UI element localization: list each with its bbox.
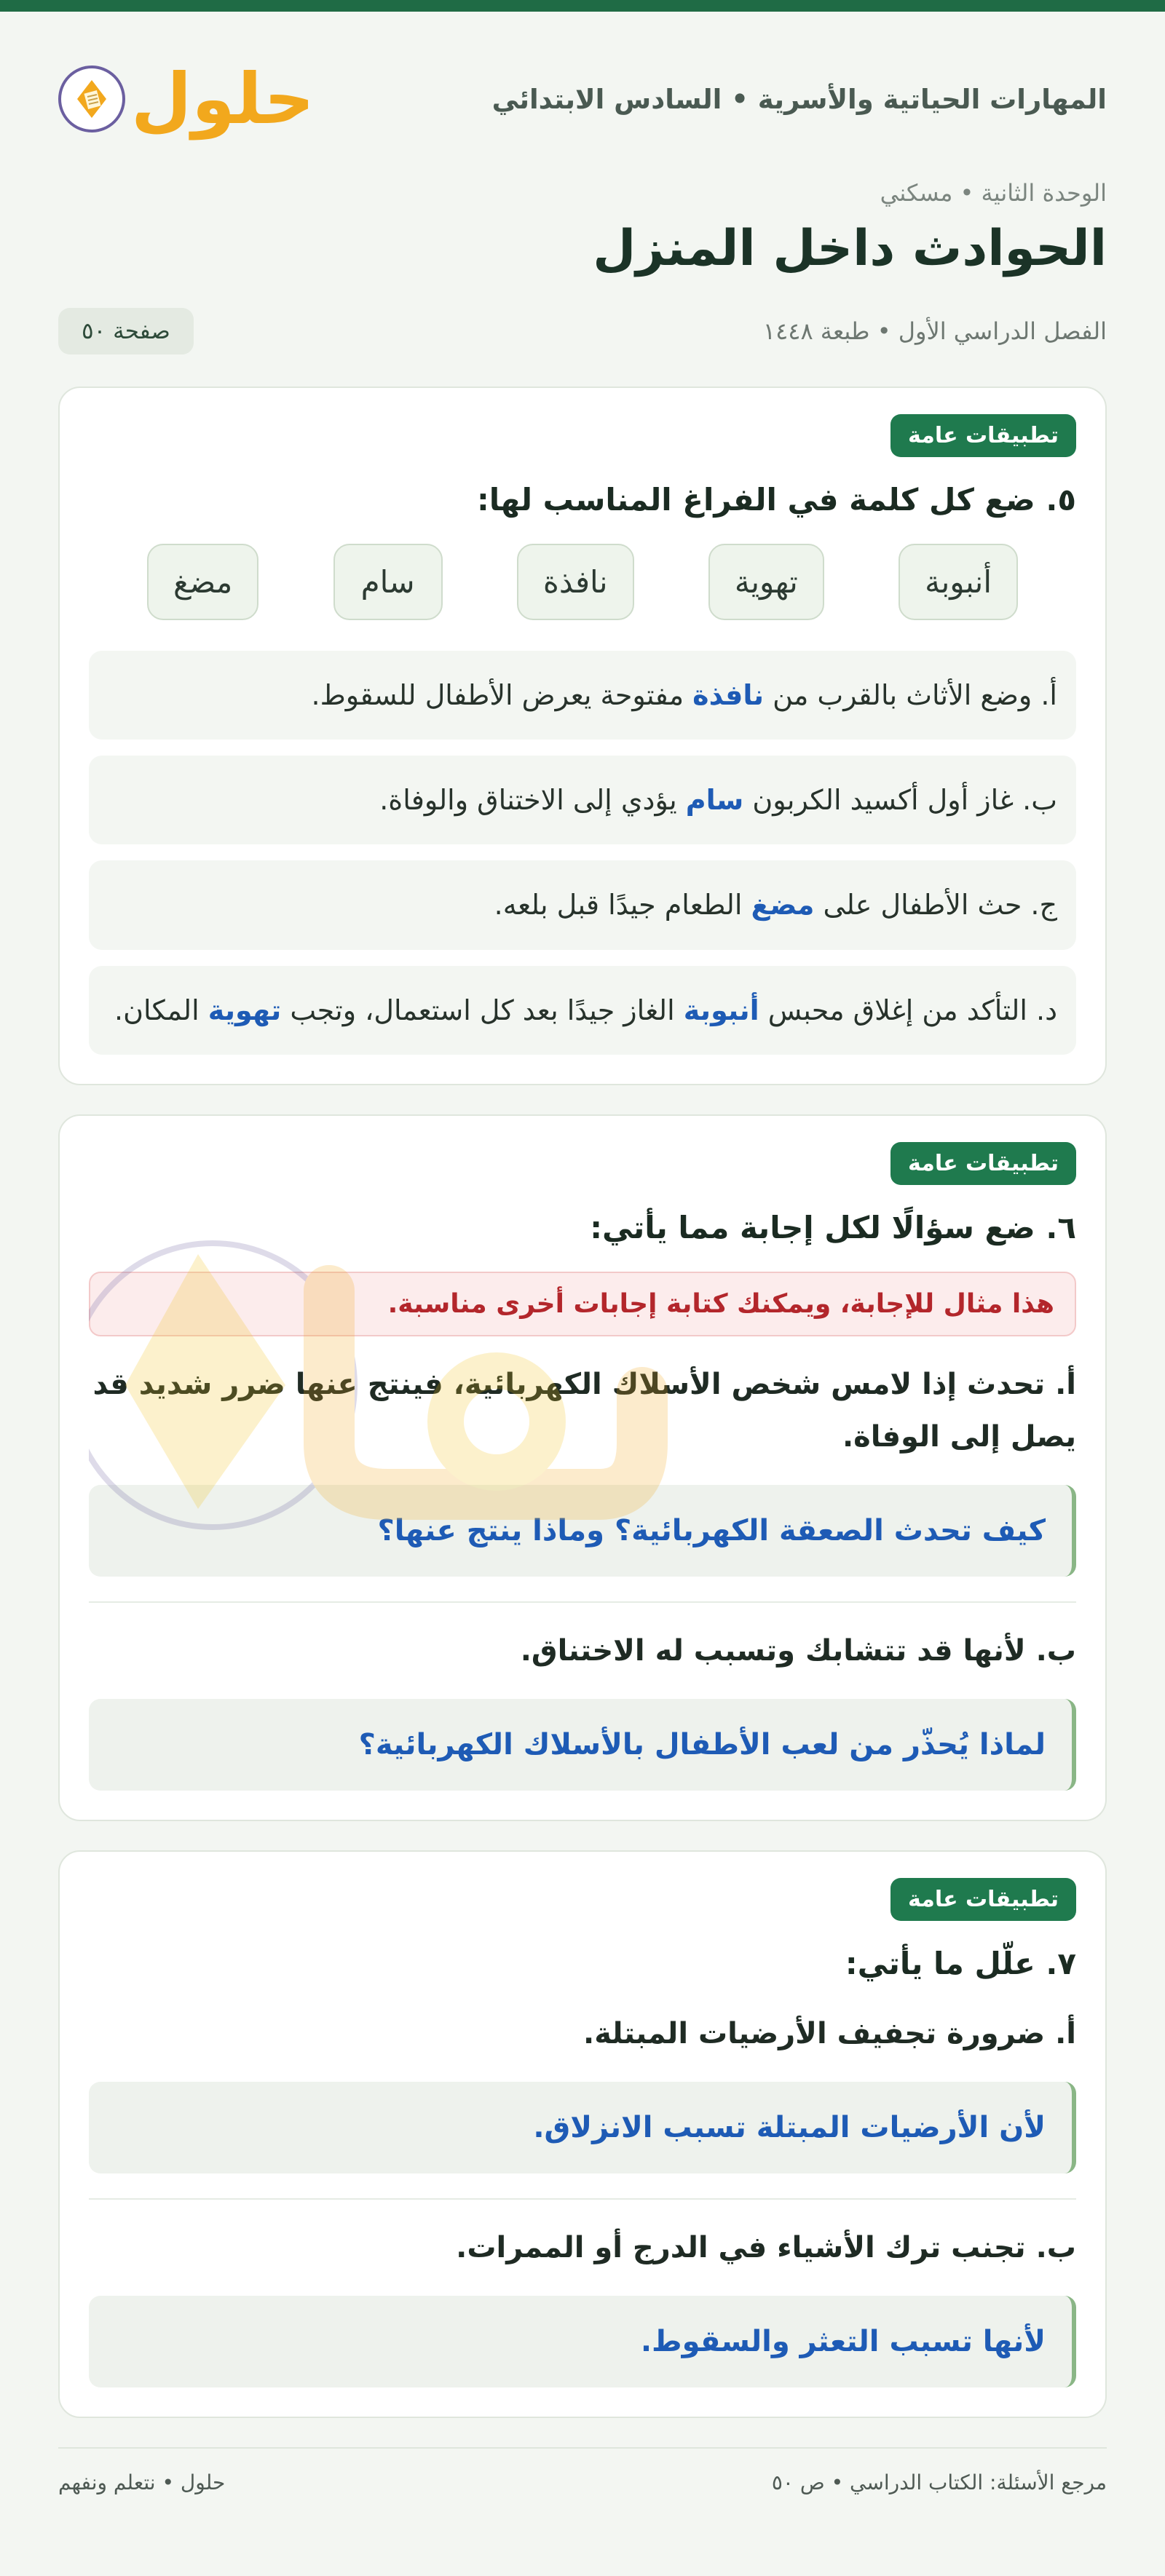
fill-item — [89, 966, 1076, 1055]
answer-word: نافذة — [692, 678, 764, 711]
sentence-text: ب. غاز أول أكسيد الكربون — [743, 784, 1057, 817]
answer-box: كيف تحدث الصعقة الكهربائية؟ وماذا ينتج عنها؟ — [89, 1485, 1076, 1577]
sentence-text: الغاز جيدًا بعد كل استعمال، وتجب — [281, 994, 684, 1026]
divider — [89, 2198, 1076, 2200]
word-chip: أنبوبة — [899, 544, 1018, 620]
semester-label: الفصل الدراسي الأول • طبعة ١٤٤٨ — [762, 317, 1107, 345]
sub-question: ب. لأنها قد تتشابك وتسبب له الاختناق. — [520, 1633, 1076, 1668]
sentence-text: أ. وضع الأثاث بالقرب من — [763, 678, 1057, 711]
answer-box: لأن الأرضيات المبتلة تسبب الانزلاق. — [89, 2082, 1076, 2173]
unit-label: الوحدة الثانية • مسكني — [880, 179, 1107, 207]
fill-item — [89, 860, 1076, 949]
answer-box: لأنها تسبب التعثر والسقوط. — [89, 2296, 1076, 2387]
word-bank — [89, 522, 1076, 635]
top-accent-bar — [0, 0, 1165, 12]
answer-word: سام — [685, 784, 744, 817]
question-7-card — [58, 1850, 1107, 2418]
category-badge: تطبيقات عامة — [890, 1878, 1076, 1921]
sub-question: أ. تحدث إذا لامس شخص الأسلاك الكهربائية، فينتج عنها ضرر شديد قد يصل إلى الوفاة. — [92, 1367, 1076, 1454]
fill-item — [89, 756, 1076, 844]
answer-box: لماذا يُحذّر من لعب الأطفال بالأسلاك الكهربائية؟ — [89, 1699, 1076, 1791]
divider — [89, 1601, 1076, 1603]
sentence-text: المكان. — [114, 994, 208, 1026]
sentence-text: ج. حث الأطفال على — [814, 889, 1057, 922]
question-title: ٧. علّل ما يأتي: — [845, 1945, 1076, 1981]
answer-word: مضغ — [751, 889, 815, 922]
word-chip: نافذة — [517, 544, 634, 620]
sub-question: ب. تجنب ترك الأشياء في الدرج أو الممرات. — [456, 2230, 1076, 2264]
word-chip: تهوية — [708, 544, 824, 620]
question-5-card — [58, 387, 1107, 1085]
word-chip: سام — [333, 544, 443, 620]
sentence-text: يؤدي إلى الاختناق والوفاة. — [379, 784, 686, 817]
sentence-text: مفتوحة يعرض الأطفال للسقوط. — [311, 678, 693, 711]
question-title: ٥. ضع كل كلمة في الفراغ المناسب لها: — [476, 482, 1076, 518]
logo — [58, 58, 315, 140]
logo-text: حلول — [131, 58, 315, 140]
footer — [58, 2447, 1107, 2494]
footer-reference: مرجع الأسئلة: الكتاب الدراسي • ص ٥٠ — [771, 2470, 1107, 2494]
header — [58, 12, 1107, 179]
answer-word: أنبوبة — [683, 994, 759, 1026]
sub-question: أ. ضرورة تجفيف الأرضيات المبتلة. — [583, 2016, 1076, 2050]
footer-brand: حلول • نتعلم ونفهم — [58, 2470, 226, 2494]
answer-word: تهوية — [208, 994, 282, 1026]
subject-title: المهارات الحياتية والأسرية • السادس الابتدائي — [491, 83, 1107, 115]
fill-item — [89, 651, 1076, 740]
sentence-text: الطعام جيدًا قبل بلعه. — [494, 889, 751, 922]
word-chip: مضغ — [147, 544, 258, 620]
lesson-title: الحوادث داخل المنزل — [593, 220, 1107, 277]
question-title: ٦. ضع سؤالًا لكل إجابة مما يأتي: — [590, 1209, 1076, 1245]
category-badge: تطبيقات عامة — [890, 1142, 1076, 1185]
page — [0, 12, 1165, 2494]
book-icon — [58, 66, 125, 132]
category-badge: تطبيقات عامة — [890, 414, 1076, 457]
example-note: هذا مثال للإجابة، ويمكنك كتابة إجابات أخرى مناسبة. — [89, 1272, 1076, 1336]
page-number-chip: صفحة ٥٠ — [58, 308, 194, 354]
sentence-text: د. التأكد من إغلاق محبس — [759, 994, 1057, 1026]
meta-row — [58, 305, 1107, 357]
question-6-card — [58, 1114, 1107, 1821]
